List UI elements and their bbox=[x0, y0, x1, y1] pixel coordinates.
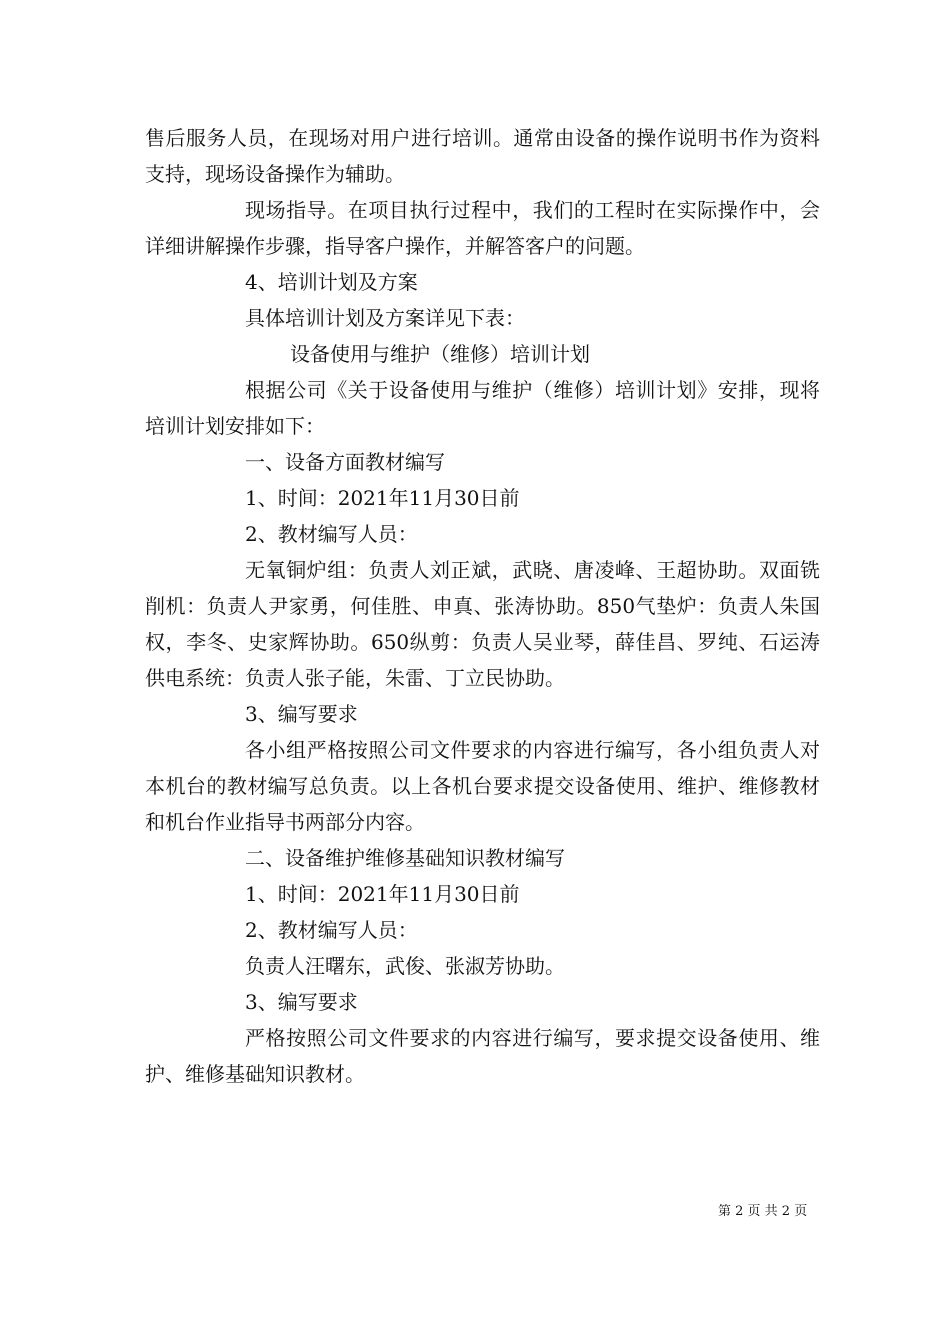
item-authors-heading: 2、教材编写人员： bbox=[245, 522, 418, 546]
paragraph-company-arrangement: 根据公司《关于设备使用与维护（维修）培训计划》安排，现将培训计划安排如下： bbox=[145, 378, 820, 438]
page-number: 第 2 页 共 2 页 bbox=[718, 1204, 808, 1219]
section-heading-equipment-materials: 一、设备方面教材编写 bbox=[245, 450, 445, 474]
paragraph-training-intro: 售后服务人员，在现场对用户进行培训。通常由设备的操作说明书作为资料支持，现场设备操作为辅助。 bbox=[145, 126, 820, 186]
paragraph-author-assignments: 无氧铜炉组：负责人刘正斌，武晓、唐凌峰、王超协助。双面铣削机：负责人尹家勇，何佳胜、申真、张涛协助。850气垫炉：负责人朱国权，李冬、史家辉协助。650纵剪：负责人吴业琴，薛佳昌、罗纯、石运涛供电系统：负责人张子能，朱雷、丁立民协助。 bbox=[145, 558, 820, 690]
paragraph-writing-requirements: 各小组严格按照公司文件要求的内容进行编写，各小组负责人对本机台的教材编写总负责。以上各机台要求提交设备使用、维护、维修教材和机台作业指导书两部分内容。 bbox=[145, 738, 820, 834]
paragraph-maintenance-requirements: 严格按照公司文件要求的内容进行编写，要求提交设备使用、维护、维修基础知识教材。 bbox=[145, 1026, 820, 1086]
item-writing-requirements: 3、编写要求 bbox=[245, 702, 358, 726]
document-title: 设备使用与维护（维修）培训计划 bbox=[290, 342, 590, 366]
paragraph-plan-reference: 具体培训计划及方案详见下表： bbox=[245, 306, 525, 330]
section-heading-maintenance-materials: 二、设备维护维修基础知识教材编写 bbox=[245, 846, 565, 870]
heading-training-plan: 4、培训计划及方案 bbox=[245, 270, 418, 294]
item-authors-heading-second: 2、教材编写人员： bbox=[245, 918, 418, 942]
paragraph-maintenance-authors: 负责人汪曙东，武俊、张淑芳协助。 bbox=[245, 954, 565, 978]
paragraph-onsite-guidance: 现场指导。在项目执行过程中，我们的工程时在实际操作中，会详细讲解操作步骤，指导客户操作，并解答客户的问题。 bbox=[145, 198, 820, 258]
item-writing-requirements-second: 3、编写要求 bbox=[245, 990, 358, 1014]
item-deadline-second: 1、时间：2021年11月30日前 bbox=[245, 882, 520, 906]
item-deadline: 1、时间：2021年11月30日前 bbox=[245, 486, 520, 510]
document-body bbox=[145, 120, 820, 1092]
